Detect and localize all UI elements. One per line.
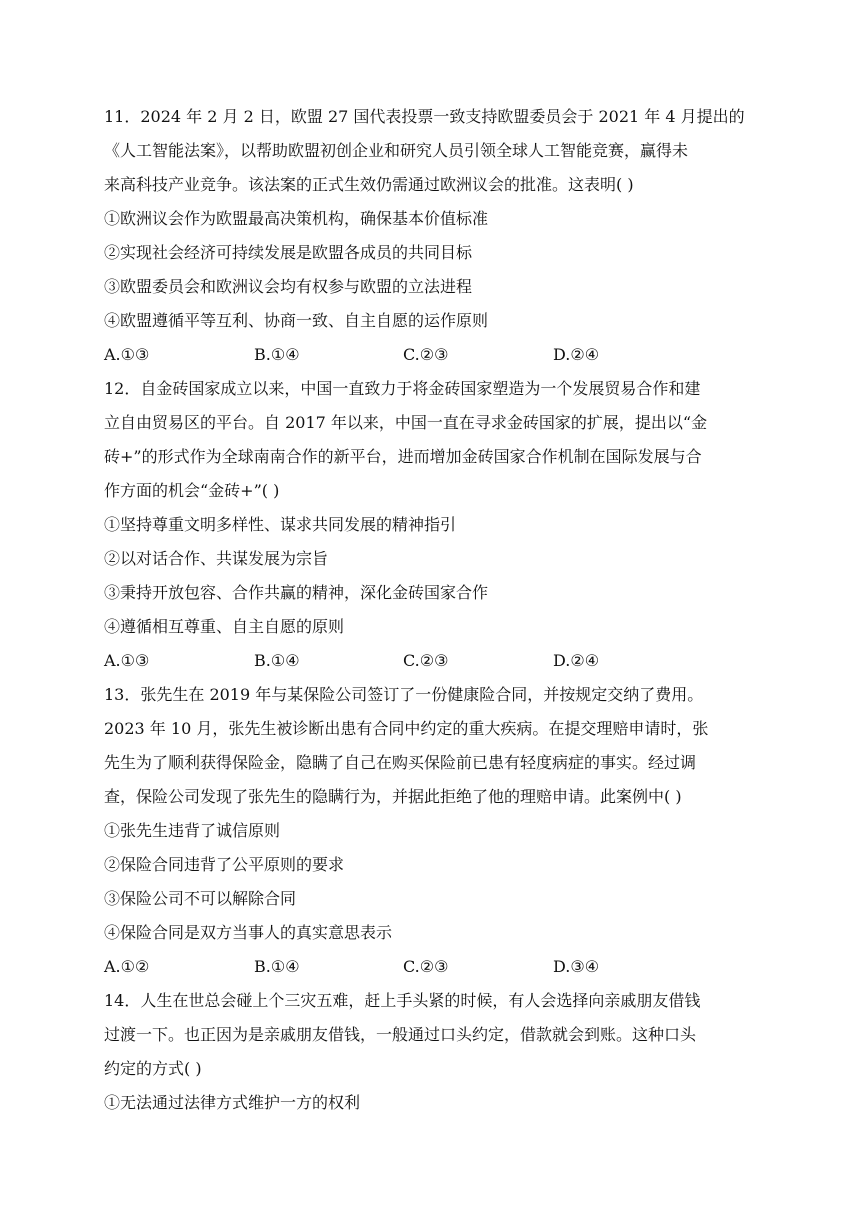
statement-4: ④保险合同是双方当事人的真实意思表示 bbox=[104, 923, 393, 942]
question-stem-line: 14．人生在世总会碰上个三灾五难，赶上手头紧的时候，有人会选择向亲戚朋友借钱 bbox=[104, 991, 701, 1010]
statement-3: ③欧盟委员会和欧洲议会均有权参与欧盟的立法进程 bbox=[104, 277, 473, 296]
option-b[interactable]: B.①④ bbox=[254, 651, 300, 670]
statement-4: ④遵循相互尊重、自主自愿的原则 bbox=[104, 617, 345, 636]
option-a[interactable]: A.①③ bbox=[104, 651, 150, 670]
question-11 bbox=[104, 100, 754, 372]
statement-2: ②保险合同违背了公平原则的要求 bbox=[104, 855, 345, 874]
question-stem-line: 立自由贸易区的平台。自 2017 年以来，中国一直在寻求金砖国家的扩展，提出以“金 bbox=[104, 413, 708, 432]
statement-3: ③保险公司不可以解除合同 bbox=[104, 889, 297, 908]
statement-4: ④欧盟遵循平等互利、协商一致、自主自愿的运作原则 bbox=[104, 311, 489, 330]
statement-1: ①无法通过法律方式维护一方的权利 bbox=[104, 1093, 361, 1112]
question-stem-line: 砖+”的形式作为全球南南合作的新平台，进而增加金砖国家合作机制在国际发展与合 bbox=[104, 447, 702, 466]
question-stem-line: 过渡一下。也正因为是亲戚朋友借钱，一般通过口头约定，借款就会到账。这种口头 bbox=[104, 1025, 697, 1044]
answer-options bbox=[104, 950, 754, 984]
question-stem-line: 约定的方式( ) bbox=[104, 1059, 202, 1078]
option-b[interactable]: B.①④ bbox=[254, 957, 300, 976]
question-stem-line: 12．自金砖国家成立以来，中国一直致力于将金砖国家塑造为一个发展贸易合作和建 bbox=[104, 379, 701, 398]
statement-1: ①欧洲议会作为欧盟最高决策机构，确保基本价值标准 bbox=[104, 209, 489, 228]
option-b[interactable]: B.①④ bbox=[254, 345, 300, 364]
option-c[interactable]: C.②③ bbox=[403, 345, 449, 364]
question-stem-line: 查，保险公司发现了张先生的隐瞒行为，并据此拒绝了他的理赔申请。此案例中( ) bbox=[104, 787, 682, 806]
answer-options bbox=[104, 338, 754, 372]
question-stem-line: 作方面的机会“金砖+”( ) bbox=[104, 481, 280, 500]
question-stem-line: 2023 年 10 月，张先生被诊断出患有合同中约定的重大疾病。在提交理赔申请时，张 bbox=[104, 719, 709, 738]
question-stem-line: 13．张先生在 2019 年与某保险公司签订了一份健康险合同，并按规定交纳了费用。 bbox=[104, 685, 704, 704]
question-13 bbox=[104, 678, 754, 984]
statement-3: ③秉持开放包容、合作共赢的精神，深化金砖国家合作 bbox=[104, 583, 489, 602]
question-stem-line: 来高科技产业竞争。该法案的正式生效仍需通过欧洲议会的批准。这表明( ) bbox=[104, 175, 634, 194]
question-12 bbox=[104, 372, 754, 678]
option-c[interactable]: C.②③ bbox=[403, 957, 449, 976]
option-c[interactable]: C.②③ bbox=[403, 651, 449, 670]
question-stem-line: 11．2024 年 2 月 2 日，欧盟 27 国代表投票一致支持欧盟委员会于 2021 年 4 月提出的 bbox=[104, 107, 745, 126]
question-14 bbox=[104, 984, 754, 1120]
question-stem-line: 《人工智能法案》，以帮助欧盟初创企业和研究人员引领全球人工智能竞赛，赢得未 bbox=[104, 141, 689, 160]
statement-2: ②以对话合作、共谋发展为宗旨 bbox=[104, 549, 329, 568]
statement-1: ①坚持尊重文明多样性、谋求共同发展的精神指引 bbox=[104, 515, 457, 534]
question-stem-line: 先生为了顺利获得保险金，隐瞒了自己在购买保险前已患有轻度病症的事实。经过调 bbox=[104, 753, 697, 772]
statement-1: ①张先生违背了诚信原则 bbox=[104, 821, 281, 840]
option-d[interactable]: D.③④ bbox=[553, 957, 600, 976]
option-a[interactable]: A.①③ bbox=[104, 345, 150, 364]
option-d[interactable]: D.②④ bbox=[553, 651, 600, 670]
exam-page bbox=[104, 100, 754, 1120]
option-d[interactable]: D.②④ bbox=[553, 345, 600, 364]
answer-options bbox=[104, 644, 754, 678]
statement-2: ②实现社会经济可持续发展是欧盟各成员的共同目标 bbox=[104, 243, 473, 262]
option-a[interactable]: A.①② bbox=[104, 957, 150, 976]
